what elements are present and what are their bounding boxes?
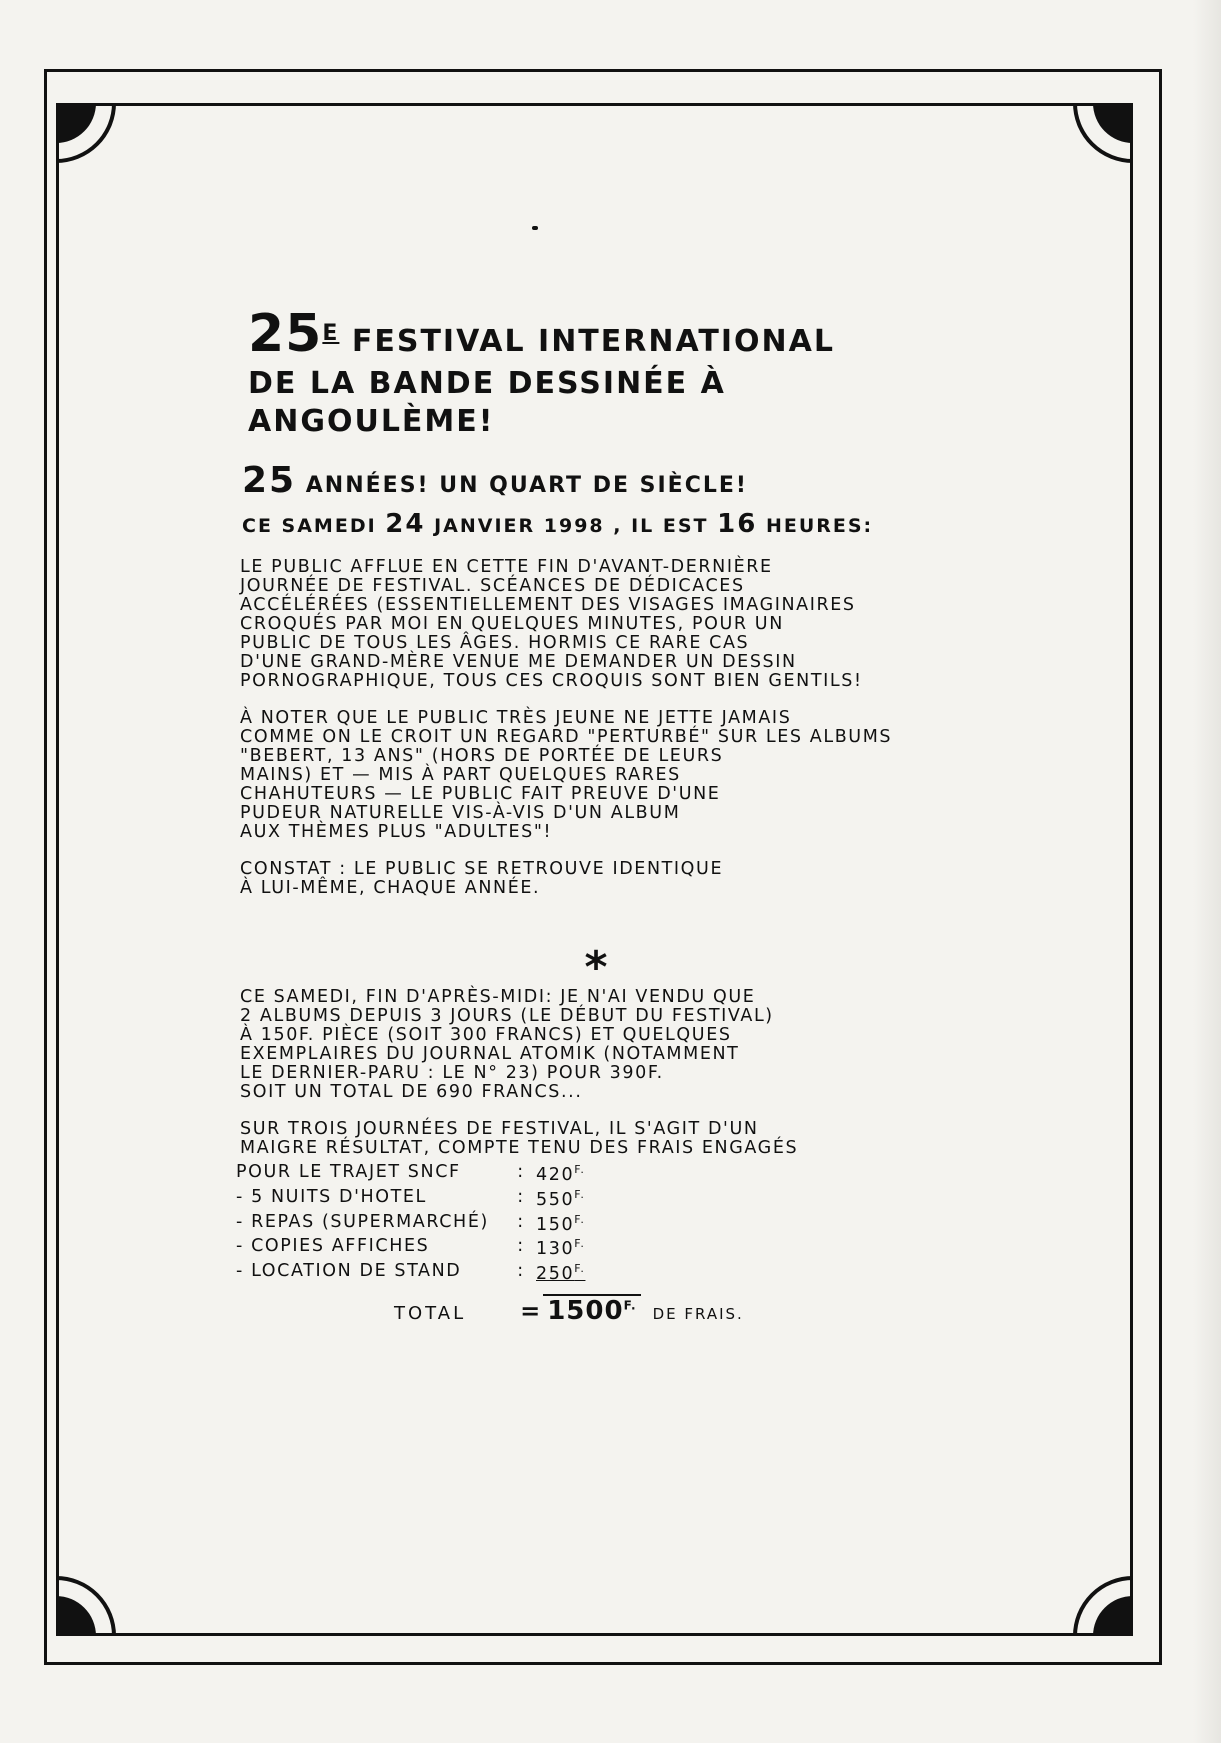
ink-dot — [532, 226, 538, 230]
cost-amount: 130 — [536, 1239, 575, 1260]
page-content — [236, 304, 996, 1327]
date-day: 24 — [385, 509, 426, 539]
paragraph-public: LE PUBLIC AFFLUE EN CETTE FIN D'AVANT-DERNIÈRE JOURNÉE DE FESTIVAL. SCÉANCES DE DÉDICACES ACCÉLÉRÉES (ESSENTIELLEMENT DES VISAGES IMAGINAIRES CROQUÉS PAR MOI EN QUELQUES MINUTES, POUR UN PUBLIC DE TOUS LES ÂGES. HORMIS CE RARE CAS D'UNE GRAND-MÈRE VENUE ME DEMANDER UN DESSIN PORNOGRAPHIQUE, TOUS CES CROQUIS SONT BIEN GENTILS! — [240, 557, 863, 691]
cost-row: POUR LE TRAJET SNCF : $420^{F.}$ — [236, 1161, 586, 1185]
cost-amount: 250 — [536, 1264, 575, 1285]
cost-label: - COPIES AFFICHES — [236, 1236, 430, 1257]
paragraph-constat: CONSTAT : LE PUBLIC SE RETROUVE IDENTIQUE À LUI-MÊME, CHAQUE ANNÉE. — [240, 859, 724, 898]
cost-label: - LOCATION DE STAND — [236, 1261, 462, 1282]
total-value: $1500^{F.}$ — [543, 1294, 640, 1326]
costs-table — [236, 1160, 626, 1284]
date-post: HEURES: — [765, 515, 874, 537]
total-label: TOTAL — [394, 1303, 467, 1325]
subtitle-number: 25 — [242, 460, 297, 501]
cost-amount: 150 — [536, 1214, 575, 1235]
total-line: TOTAL = $1500^{F.}$ DE FRAIS. — [394, 1296, 744, 1327]
cost-label: POUR LE TRAJET SNCF — [236, 1161, 461, 1182]
corner-ornament-bottom-right — [1053, 1556, 1133, 1636]
corner-ornament-top-right — [1053, 103, 1133, 183]
page-title — [248, 304, 996, 441]
cost-row: - REPAS (SUPERMARCHÉ) : $150^{F.}$ — [236, 1211, 586, 1235]
date-pre: CE SAMEDI — [242, 515, 377, 537]
subtitle — [242, 460, 996, 502]
paragraph-note: À NOTER QUE LE PUBLIC TRÈS JEUNE NE JETTE JAMAIS COMME ON LE CROIT UN REGARD "PERTURBÉ" SUR LES ALBUMS "BEBERT, 13 ANS" (HORS DE PORTÉE DE LEURS MAINS) ET — MIS À PART QUELQUES RARES CHAHUTEURS — LE PUBLIC FAIT PREUVE D'UNE PUDEUR NATURELLE VIS-À-VIS D'UN ALBUM AUX THÈMES PLUS "ADULTES"! — [240, 708, 893, 842]
asterisk-separator: * — [584, 942, 608, 993]
cost-row: - 5 NUITS D'HOTEL : $550^{F.}$ — [236, 1186, 586, 1210]
corner-ornament-top-left — [56, 103, 136, 183]
total-tail: DE FRAIS. — [652, 1305, 744, 1324]
paragraph-costs-intro: SUR TROIS JOURNÉES DE FESTIVAL, IL S'AGIT D'UN MAIGRE RÉSULTAT, COMPTE TENU DES FRAIS ENGAGÉS — [240, 1119, 799, 1158]
paragraph-sales: CE SAMEDI, FIN D'APRÈS-MIDI: JE N'AI VENDU QUE 2 ALBUMS DEPUIS 3 JOURS (LE DÉBUT DU FESTIVAL) À 150F. PIÈCE (SOIT 300 FRANCS) ET QUELQUES EXEMPLAIRES DU JOURNAL ATOMIK (NOTAMMENT LE DERNIER-PARU : LE N° 23) POUR 390F. SOIT UN TOTAL DE 690 FRANCS... — [240, 987, 774, 1102]
cost-amount: 420 — [536, 1164, 575, 1185]
title-number: 25 — [248, 304, 323, 364]
date-hour: 16 — [717, 509, 758, 539]
title-ordinal: E — [322, 321, 340, 346]
cost-label: - REPAS (SUPERMARCHÉ) — [236, 1211, 489, 1232]
date-line — [242, 508, 996, 542]
title-line-3: ANGOULÈME! — [248, 404, 495, 439]
corner-ornament-bottom-left — [56, 1556, 136, 1636]
cost-amount: 550 — [536, 1189, 575, 1210]
title-line-2: DE LA BANDE DESSINÉE À — [248, 366, 726, 401]
date-mid: JANVIER 1998 , IL EST — [434, 515, 709, 537]
subtitle-text: ANNÉES! UN QUART DE SIÈCLE! — [305, 473, 748, 498]
cost-row: - COPIES AFFICHES : $130^{F.}$ — [236, 1236, 586, 1260]
cost-row: - LOCATION DE STAND : $250^{F.}$ — [236, 1261, 586, 1285]
title-line-1: FESTIVAL INTERNATIONAL — [351, 324, 835, 359]
page-edge-shadow — [1193, 0, 1221, 1743]
cost-label: - 5 NUITS D'HOTEL — [236, 1186, 427, 1207]
